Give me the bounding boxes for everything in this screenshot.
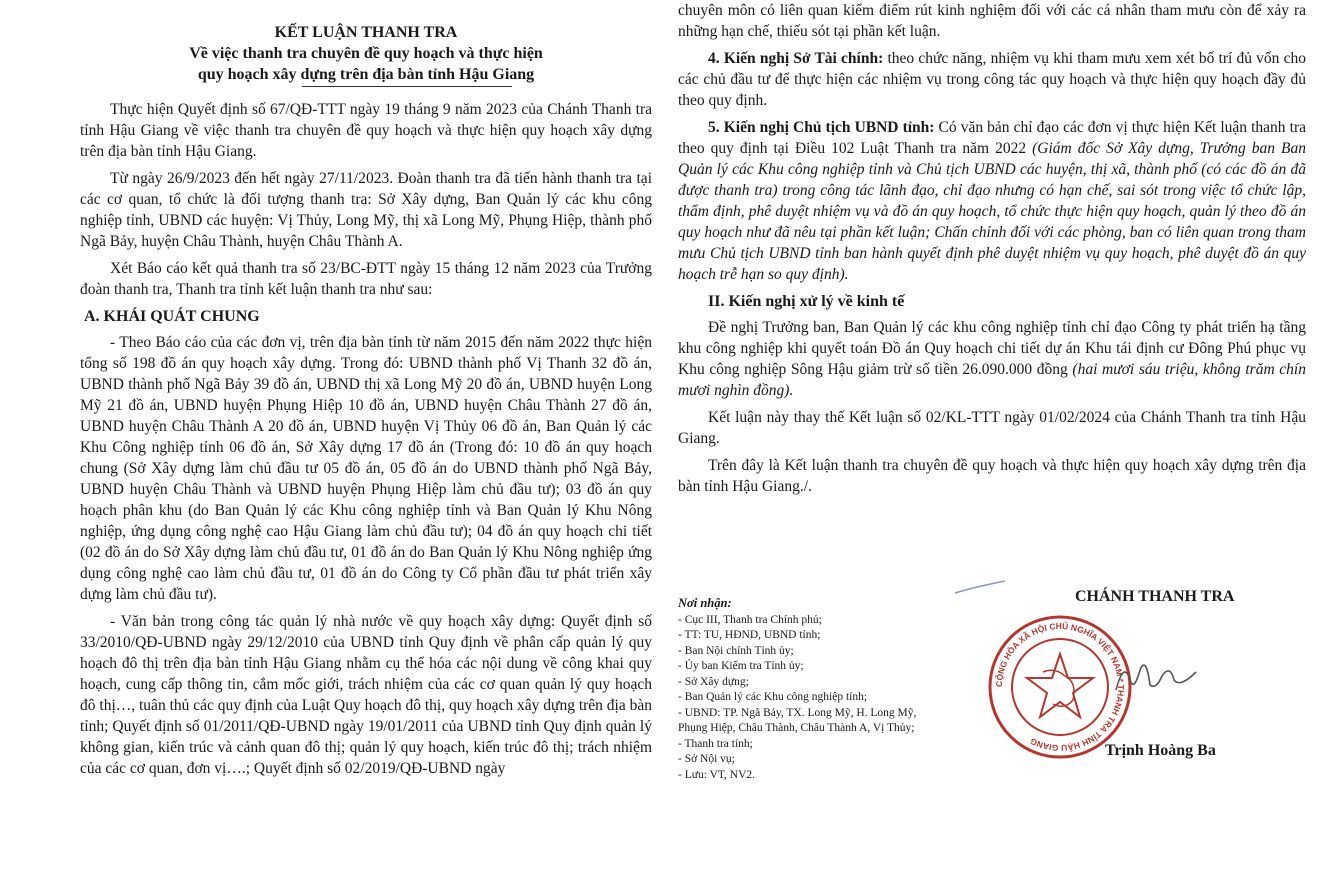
left-column (80, 0, 652, 785)
finance-body: theo chức năng, nhiệm vụ khi tham mưu xem xét bố trí đủ vốn cho các chủ đầu tư để thực hiện các nhiệm vụ trong công tác quy hoạch và thực hiện quy hoạch đầy đủ theo quy định. (678, 50, 1306, 109)
economic-body: Đề nghị Trưởng ban, Ban Quản lý các khu công nghiệp tỉnh chỉ đạo Công ty phát triển hạ tầng khu công nghiệp khi quyết toán Đồ án Quy hoạch chi tiết dự án Khu tái định cư Đông Phú phục vụ Khu công nghiệp Sông Hậu giảm trừ số tiền 26.090.000 đồng (678, 319, 1306, 378)
recipient-item: - Cục III, Thanh tra Chính phủ; (678, 613, 822, 626)
recipient-item: - Thanh tra tỉnh; (678, 737, 753, 750)
document-subtitle-line1: Về việc thanh tra chuyên đề quy hoạch và thực hiện (189, 45, 543, 62)
paragraph-continuation: chuyên môn có liên quan kiểm điểm rút kinh nghiệm đối với các cá nhân tham mưu còn để xảy ra những hạn chế, thiếu sót tại phần kết luận. (678, 2, 1306, 40)
svg-text:CỘNG HÒA XÃ HỘI CHỦ NGHĨA VIỆT (993, 620, 1126, 754)
seal-text: CỘNG HÒA XÃ HỘI CHỦ NGHĨA VIỆT NAM * THANH TRA TỈNH HẬU GIANG (993, 620, 1127, 754)
paragraph-decision: Thực hiện Quyết định số 67/QĐ-TTT ngày 19 tháng 9 năm 2023 của Chánh Thanh tra tỉnh Hậu Giang về việc thanh tra chuyên đề quy hoạch và thực hiện quy hoạch xây dựng trên địa bàn tỉnh Hậu Giang. (80, 101, 652, 160)
recipient-item: - Sở Nội vụ; (678, 753, 735, 765)
paragraph-inspection-period: Từ ngày 26/9/2023 đến hết ngày 27/11/2023. Đoàn thanh tra đã tiến hành thanh tra tại các cơ quan, tổ chức là đối tượng thanh tra: Sở Xây dựng, Ban Quản lý các khu công nghiệp tỉnh, UBND các huyện: Vị Thủy, Long Mỹ, thị xã Long Mỹ, Phụng Hiệp, thành phố Ngã Bảy, huyện Châu Thành, huyện Châu Thành A. (80, 170, 652, 250)
recipients-block (678, 596, 1008, 783)
chairman-italic: (Giám đốc Sở Xây dựng, Trưởng ban Ban Quản lý các Khu công nghiệp tỉnh và Chủ tịch UBND các huyện, thị xã, thành phố (có các đồ án đã được thanh tra) trong công tác lãnh đạo, chỉ đạo nhưng có hạn chế, sai sót trong việc tổ chức lập, thẩm định, phê duyệt nhiệm vụ và đồ án quy hoạch, tổ chức thực hiện quy hoạch, quản lý theo đồ án quy hoạch như đã nêu tại phần kết luận; Chấn chỉnh đối với các phòng, ban có liên quan trong tham mưu Chủ tịch UBND tỉnh ban hành quyết định phê duyệt nhiệm vụ quy hoạch, phê duyệt đồ án quy hoạch trễ hạn so quy định). (678, 140, 1306, 283)
recipient-item: - Lưu: VT, NV2. (678, 768, 756, 781)
recipient-item: Phụng Hiệp, Châu Thành, Châu Thành A, Vị Thủy; (678, 722, 915, 734)
paragraph-economic (678, 317, 1306, 401)
paragraph-chairman-recommendation (678, 117, 1306, 285)
document-title: KẾT LUẬN THANH TRA (274, 24, 458, 41)
finance-heading: 4. Kiến nghị Sở Tài chính: (708, 50, 884, 67)
chairman-body: Có văn bản chỉ đạo các đơn vị thực hiện Kết luận thanh tra theo quy định tại Điều 102 Luật Thanh tra năm 2022 (678, 119, 1306, 157)
signatory-title: CHÁNH THANH TRA (1075, 588, 1235, 605)
recipients-heading: Nơi nhận: (678, 596, 732, 610)
section-ii-heading: II. Kiến nghị xử lý về kinh tế (708, 293, 905, 310)
chairman-heading: 5. Kiến nghị Chủ tịch UBND tỉnh: (708, 119, 935, 136)
recipient-item: - Ban Nội chính Tỉnh ủy; (678, 644, 794, 657)
signer-name: Trịnh Hoàng Ba (1105, 742, 1216, 759)
recipient-item: - Sở Xây dựng; (678, 675, 749, 688)
document-subtitle-line2: quy hoạch xây dựng trên địa bàn tỉnh Hậu Giang (197, 66, 535, 83)
section-a-heading: A. KHÁI QUÁT CHUNG (84, 308, 260, 325)
recipient-item: - Ban Quản lý các Khu công nghiệp tỉnh; (678, 691, 868, 703)
recipient-item: - UBND: TP. Ngã Bảy, TX. Long Mỹ, H. Long Mỹ, (678, 706, 917, 719)
paragraph-finance-recommendation (678, 48, 1306, 111)
paragraph-legal-documents: - Văn bản trong công tác quản lý nhà nước về quy hoạch xây dựng: Quyết định số 33/2010/QĐ-UBND ngày 29/12/2010 của UBND tỉnh Quy định về phân cấp quản lý quy hoạch đô thị trên địa bàn tỉnh Hậu Giang nhằm cụ thể hóa các nội dung về công khai quy hoạch, cung cấp thông tin, cắm mốc giới, trách nhiệm của các cơ quan quản lý quy hoạch đô thị…, tuân thủ các quy định của Luật Quy hoạch đô thị, quy hoạch xây dựng trên địa bàn tỉnh; Quyết định số 01/2011/QĐ-UBND ngày 19/01/2011 của UBND tỉnh Quy định quản lý không gian, kiến trúc và cảnh quan đô thị; quản lý quy hoạch, kiến trúc đô thị; trách nhiệm của các cơ quan, đơn vị….; Quyết định số 02/2019/QĐ-UBND ngày (80, 613, 652, 777)
paragraph-overview: - Theo Báo cáo của các đơn vị, trên địa bàn tỉnh từ năm 2015 đến năm 2022 thực hiện tổng số 198 đồ án quy hoạch xây dựng. Trong đó: UBND thành phố Vị Thanh 32 đồ án, UBND thành phố Ngã Bảy 39 đồ án, UBND thị xã Long Mỹ 20 đồ án, UBND huyện Long Mỹ 21 đồ án, UBND huyện Phụng Hiệp 10 đồ án, UBND huyện Châu Thành 27 đồ án, UBND huyện Châu Thành A 20 đồ án, UBND huyện Vị Thủy 06 đồ án, Ban Quản lý các Khu Công nghiệp tỉnh 06 đồ án, Sở Xây dựng 17 đồ án (Trong đó: 10 đồ án quy hoạch chung (Sở Xây dựng làm chủ đầu tư 05 đồ án, 05 đồ án do UBND thành phố Ngã Bảy, UBND huyện Châu Thành và UBND huyện Phụng Hiệp làm chủ đầu tư); 03 đồ án quy hoạch phân khu (do Ban Quản lý các Khu công nghiệp tỉnh và Ban Quản lý Khu Nông nghiệp, ứng dụng công nghệ cao Hậu Giang làm chủ đầu tư); 04 đồ án quy hoạch chi tiết (02 đồ án do Sở Xây dựng làm chủ đầu tư, 01 đồ án do Ban Quản lý Khu Nông nghiệp ứng dụng công nghệ cao làm chủ đầu tư, 01 đồ án do Công ty Cổ phần đầu tư phát triển xây dựng làm chủ đầu tư). (80, 334, 652, 603)
right-column (678, 0, 1306, 503)
paragraph-report: Xét Báo cáo kết quả thanh tra số 23/BC-ĐTT ngày 15 tháng 12 năm 2023 của Trưởng đoàn thanh tra, Thanh tra tỉnh kết luận thanh tra như sau: (80, 260, 652, 298)
paragraph-closing: Trên đây là Kết luận thanh tra chuyên đề quy hoạch và thực hiện quy hoạch xây dựng trên địa bàn tỉnh Hậu Giang./. (678, 457, 1306, 495)
recipient-item: - Ủy ban Kiểm tra Tỉnh ủy; (678, 660, 804, 672)
paragraph-replacement: Kết luận này thay thế Kết luận số 02/KL-TTT ngày 01/02/2024 của Chánh Thanh tra tỉnh Hậu Giang. (678, 409, 1306, 447)
handwritten-signature-icon (1110, 650, 1200, 700)
recipient-item: - TT: TU, HĐND, UBND tỉnh; (678, 629, 821, 641)
economic-italic: (hai mươi sáu triệu, không trăm chín mươi nghìn đồng). (678, 361, 1306, 399)
